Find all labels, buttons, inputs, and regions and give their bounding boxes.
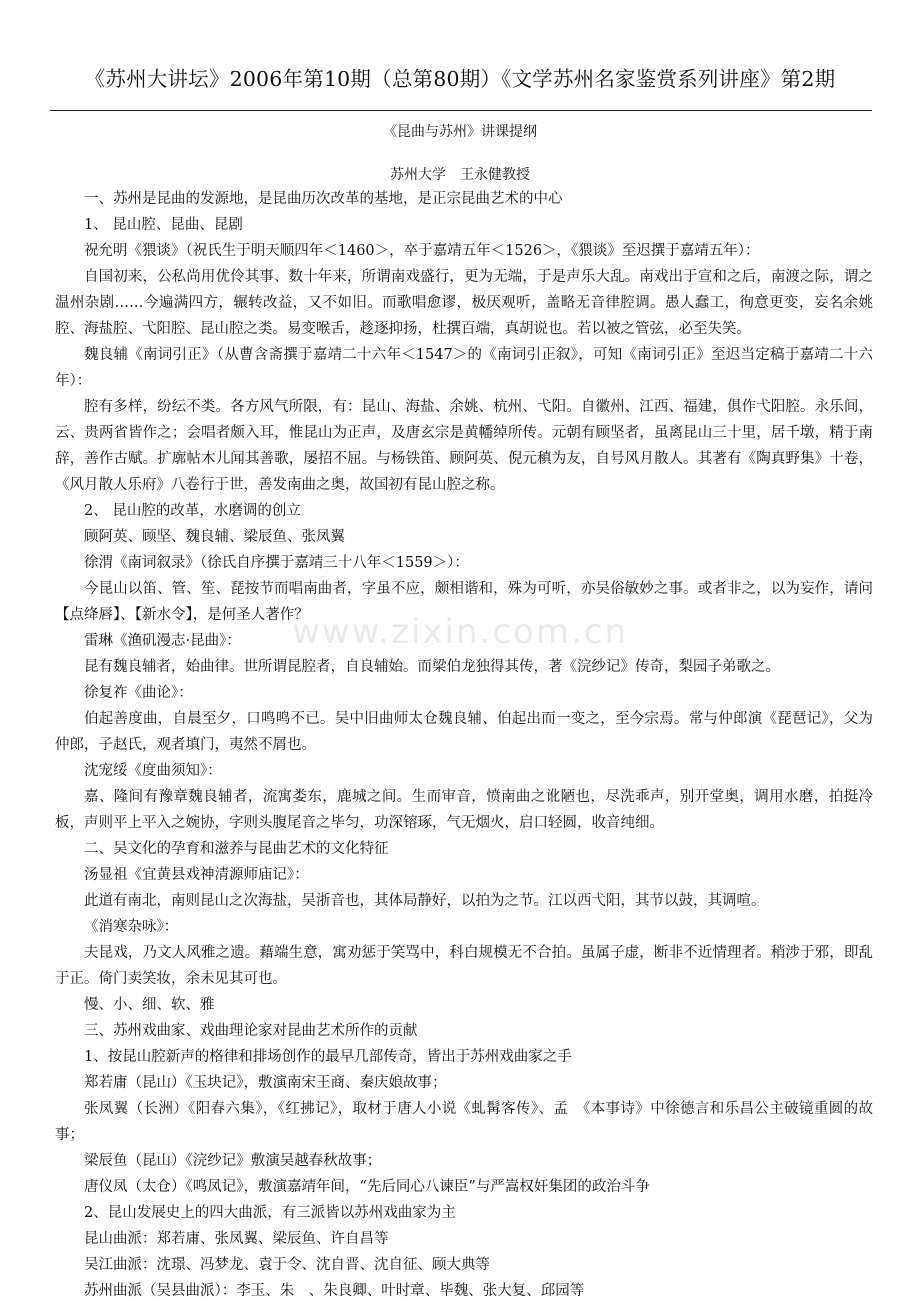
author-line: 苏州大学 王永健教授 bbox=[390, 167, 530, 183]
heading-section-2: 二、吴文化的孕育和滋养与昆曲艺术的文化特征 bbox=[84, 841, 389, 857]
quote-paragraph: 伯起善度曲，自晨至夕，口鸣鸣不已。吴中旧曲师太仓魏良辅、伯起出而一变之，至今宗焉。常与仲郎演《琵琶记》，父为仲郎，子赵氏，观者填门，夷然不屑也。 bbox=[55, 711, 873, 753]
subheading-3-1: 1、按昆山腔新声的格律和排场创作的最早几部传奇，皆出于苏州戏曲家之手 bbox=[84, 1049, 572, 1065]
citation-zhu-yunming: 祝允明《猥谈》（祝氏生于明天顺四年＜1460＞，卒于嘉靖五年＜1526＞，《猥谈》至迟撰于嘉靖五年）： bbox=[84, 243, 760, 259]
subheading-1-1: 1、 昆山腔、昆曲、昆剧 bbox=[84, 217, 243, 233]
list-item: 梁辰鱼（昆山）《浣纱记》敷演吴越春秋故事； bbox=[84, 1153, 382, 1169]
citation-xu-wei: 徐渭《南词叙录》（徐氏自序撰于嘉靖三十八年＜1559＞）： bbox=[84, 555, 469, 571]
heading-section-1: 一、苏州是昆曲的发源地，是昆曲历次改革的基地，是正宗昆曲艺术的中心 bbox=[84, 191, 563, 207]
features-line: 慢、小、细、软、雅 bbox=[84, 997, 215, 1013]
subheading-1-2: 2、 昆山腔的改革，水磨调的创立 bbox=[84, 503, 301, 519]
citation-xu-fuzuo: 徐复祚《曲论》： bbox=[84, 685, 193, 701]
quote-paragraph: 此道有南北，南则昆山之次海盐，吴浙音也，其体局静好，以拍为之节。江以西弋阳，其节以鼓，其调喧。 bbox=[84, 893, 766, 909]
list-item: 郑若庸（昆山）《玉块记》，敷演南宋王商、秦庆娘故事； bbox=[84, 1075, 447, 1091]
list-item: 张凤翼（长洲）《阳春六集》，《红拂记》，取材于唐人小说《虬髯客传》、孟 《本事诗》中徐德言和乐昌公主破镜重圆的故事； bbox=[55, 1101, 873, 1143]
quote-paragraph: 夫昆戏，乃文人风雅之遗。藉端生意，寓劝惩于笑骂中，科白规模无不合拍。虽属子虚，断非不近情理者。稍涉于邪，即乱于正。倚门卖笑妆，余未见其可也。 bbox=[55, 945, 873, 987]
list-item: 吴江曲派：沈璟、冯梦龙、袁于令、沈自晋、沈自征、顾大典等 bbox=[84, 1257, 490, 1273]
citation-lei-lin: 雷琳《渔矶漫志·昆曲》： bbox=[84, 633, 241, 649]
document-header: 《苏州大讲坛》2006年第10期（总第80期）《文学苏州名家鉴赏系列讲座》第2期 bbox=[84, 67, 836, 91]
quote-paragraph: 腔有多样，纷纭不类。各方风气所限，有：昆山、海盐、余姚、杭州、弋阳。自徽州、江西、福建，俱作弋阳腔。永乐间，云、贵两省皆作之；会唱者颇入耳，惟昆山为正声，及唐玄宗是黄幡绰所传。元朝有顾坚者，虽离昆山三十里，居千墩，精于南辞，善作古赋。扩廓帖木儿闻其善歌，屡招不屈。与杨铁笛、顾阿英、倪元稹为友，自号风月散人。其著有《陶真野集》十卷，《风月散人乐府》八卷行于世，善发南曲之奥，故国初有昆山腔之称。 bbox=[55, 399, 873, 493]
names-line: 顾阿英、顾坚、魏良辅、梁辰鱼、张凤翼 bbox=[84, 529, 345, 545]
heading-section-3: 三、苏州戏曲家、戏曲理论家对昆曲艺术所作的贡献 bbox=[84, 1023, 418, 1039]
list-item: 苏州曲派（吴县曲派）：李玉、朱 、朱良卿、叶时章、毕魏、张大复、邱园等 bbox=[84, 1283, 585, 1299]
document-body bbox=[55, 186, 873, 1304]
quote-paragraph: 自国初来，公私尚用优伶其事、数十年来，所谓南戏盛行，更为无端，于是声乐大乱。南戏出于宣和之后，南渡之际，谓之温州杂剧……今遍满四方，辗转改益，又不如旧。而歌唱愈谬，极厌观听，盖略无音律腔调。愚人蠢工，徇意更变，妄名余姚腔、海盐腔、弋阳腔、昆山腔之类。易变喉舌，趁逐抑扬，杜撰百端，真胡说也。若以被之管弦，必至失笑。 bbox=[55, 269, 873, 337]
citation-shen-chongsui: 沈宠绥《度曲须知》： bbox=[84, 763, 222, 779]
quote-paragraph: 嘉、隆间有豫章魏良辅者，流寓娄东，鹿城之间。生而审音，愤南曲之讹陋也，尽洗乖声，别开堂奥，调用水磨，拍挺冷板，声则平上平入之婉协，字则头腹尾音之毕匀，功深镕琢，气无烟火，启口轻圆，收音纯细。 bbox=[55, 789, 873, 831]
citation-tang-xianzu: 汤显祖《宜黄县戏神清源师庙记》： bbox=[84, 867, 309, 883]
citation-xiaohan-zayong: 《消寒杂咏》： bbox=[84, 919, 179, 935]
lecture-subtitle: 《昆曲与苏州》讲课提纲 bbox=[383, 124, 537, 140]
subheading-3-2: 2、昆山发展史上的四大曲派，有三派皆以苏州戏曲家为主 bbox=[84, 1205, 456, 1221]
watermark: www.zixin.com.cn bbox=[292, 612, 628, 652]
header-rule bbox=[50, 110, 872, 111]
list-item: 唐仪凤（太仓）《鸣凤记》，敷演嘉靖年间，“先后同心八谏臣”与严嵩权奸集团的政治斗争 bbox=[84, 1179, 650, 1195]
quote-paragraph: 昆有魏良辅者，始曲律。世所谓昆腔者，自良辅始。而梁伯龙独得其传，著《浣纱记》传奇，梨园子弟歌之。 bbox=[84, 659, 780, 675]
citation-wei-liangfu: 魏良辅《南词引正》（从曹含斋撰于嘉靖二十六年＜1547＞的《南词引正叙》，可知《南词引正》至迟当定稿于嘉靖二十六年）： bbox=[55, 347, 873, 389]
quote-paragraph: 今昆山以笛、管、笙、琵按节而唱南曲者，字虽不应，颇相谐和，殊为可听，亦吴俗敏妙之事。或者非之，以为妄作，请问【点绛唇】、【新水令】，是何圣人著作？ bbox=[55, 581, 873, 623]
list-item: 昆山曲派：郑若庸、张凤翼、梁辰鱼、许自昌等 bbox=[84, 1231, 389, 1247]
